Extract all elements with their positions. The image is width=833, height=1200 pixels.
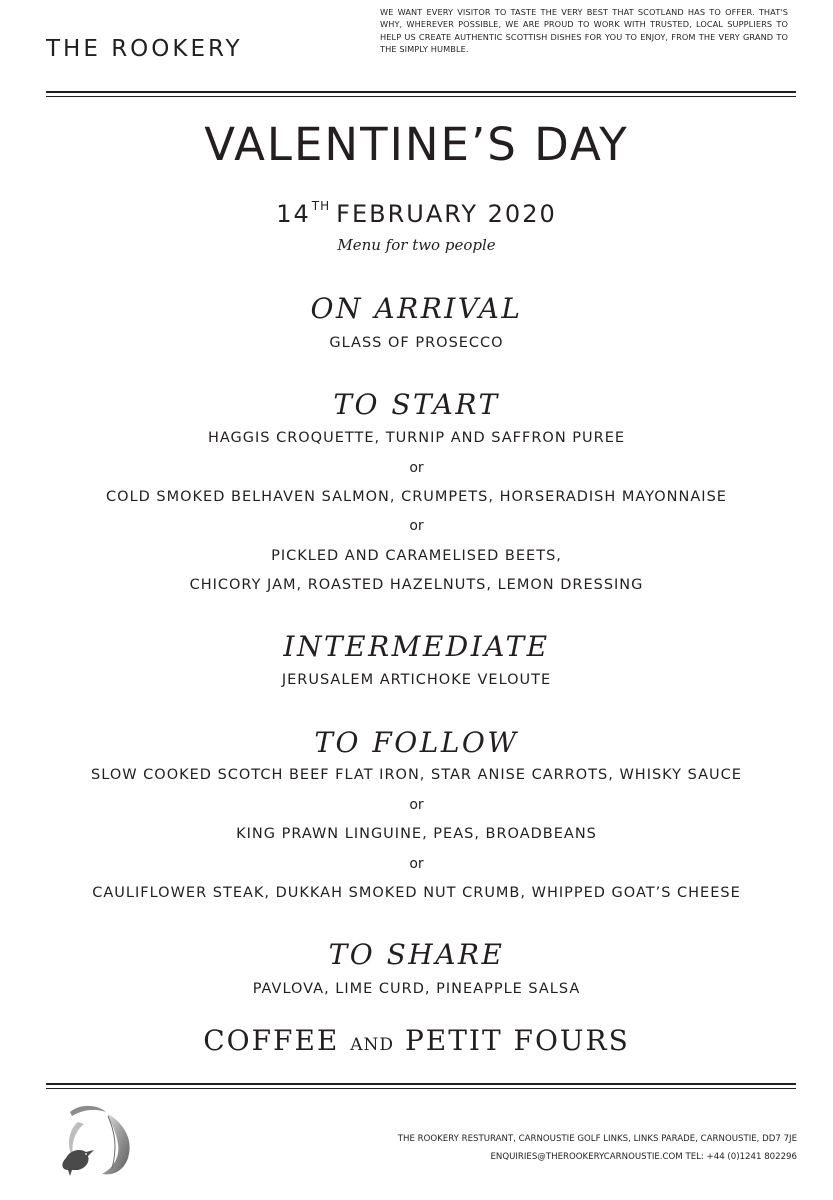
section-heading-on-arrival: ON ARRIVAL — [310, 292, 523, 325]
footer-contact: ENQUIRIES@THEROOKERYCARNOUSTIE.COM TEL: +44 (0)1241 802296 — [490, 1152, 797, 1162]
date-month-year: FEBRUARY 2020 — [336, 200, 557, 228]
page-title: VALENTINE’S DAY — [204, 118, 629, 171]
menu-subtitle: Menu for two people — [337, 236, 496, 254]
menu-item: KING PRAWN LINGUINE, PEAS, BROADBEANS — [236, 826, 597, 842]
menu-item: PAVLOVA, LIME CURD, PINEAPPLE SALSA — [252, 981, 581, 997]
coffee-petit-fours — [0, 1024, 833, 1057]
footer-divider-thick — [46, 1083, 796, 1085]
event-date — [0, 200, 833, 228]
footer-address: THE ROOKERY RESTURANT, CARNOUSTIE GOLF LINKS, LINKS PARADE, CARNOUSTIE, DD7 7JE — [397, 1134, 797, 1144]
section-heading-to-share: TO SHARE — [328, 938, 505, 971]
finale-part-1: COFFEE — [203, 1024, 340, 1057]
finale-conjunction: AND — [350, 1035, 395, 1055]
menu-item: SLOW COOKED SCOTCH BEEF FLAT IRON, STAR ANISE CARROTS, WHISKY SAUCE — [91, 767, 742, 783]
menu-item: GLASS OF PROSECCO — [329, 335, 504, 351]
menu-item: HAGGIS CROQUETTE, TURNIP AND SAFFRON PUREE — [207, 430, 626, 446]
or-separator: or — [409, 856, 424, 872]
section-heading-intermediate: INTERMEDIATE — [283, 630, 550, 663]
menu-item: COLD SMOKED BELHAVEN SALMON, CRUMPETS, HORSERADISH MAYONNAISE — [106, 489, 727, 505]
section-heading-to-start: TO START — [333, 388, 500, 421]
finale-part-2: PETIT FOURS — [404, 1024, 630, 1057]
header-divider-thick — [46, 91, 796, 93]
menu-item: CAULIFLOWER STEAK, DUKKAH SMOKED NUT CRUMB, WHIPPED GOAT’S CHEESE — [92, 885, 741, 901]
menu-item: CHICORY JAM, ROASTED HAZELNUTS, LEMON DRESSING — [189, 577, 644, 593]
or-separator: or — [409, 518, 424, 534]
date-suffix: TH — [311, 199, 331, 213]
header-divider-thin — [46, 96, 796, 97]
intro-text: WE WANT EVERY VISITOR TO TASTE THE VERY BEST THAT SCOTLAND HAS TO OFFER. THAT'S WHY, WHEREVER POSSIBLE, WE ARE PROUD TO WORK WITH TRUSTED, LOCAL SUPPLIERS TO HELP US CREATE AUTHENTIC SCOTTISH DISHES FOR YOU TO ENJOY, FROM THE VERY GRAND TO THE SIMPLY HUMBLE. — [380, 7, 788, 55]
section-heading-to-follow: TO FOLLOW — [314, 726, 519, 759]
menu-item: JERUSALEM ARTICHOKE VELOUTE — [281, 672, 552, 688]
brand-name: THE ROOKERY — [46, 36, 243, 62]
rook-feather-logo-icon — [48, 1100, 148, 1180]
date-day: 14 — [276, 200, 311, 228]
or-separator: or — [409, 797, 424, 813]
menu-item: PICKLED AND CARAMELISED BEETS, — [271, 548, 562, 564]
footer-divider-thin — [46, 1088, 796, 1089]
or-separator: or — [409, 460, 424, 476]
